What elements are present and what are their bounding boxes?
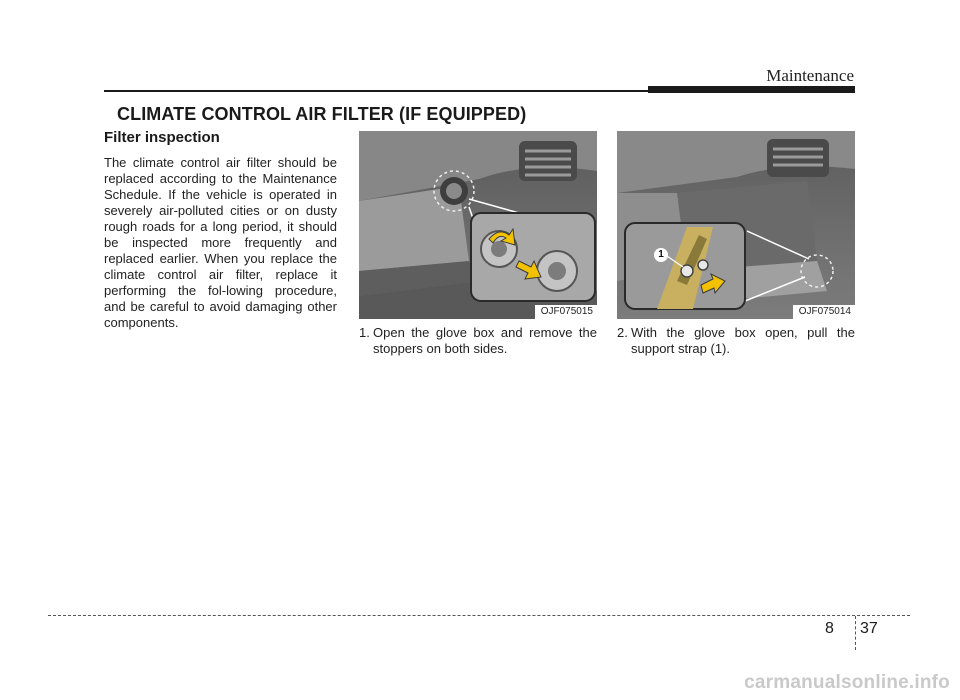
- page-number-divider: [855, 616, 856, 650]
- watermark: carmanualsonline.info: [744, 672, 950, 693]
- section-heading: CLIMATE CONTROL AIR FILTER (IF EQUIPPED): [117, 104, 527, 124]
- step-text: Open the glove box and remove the stoppers on both sides.: [373, 325, 597, 356]
- callout-marker: 1: [654, 248, 668, 262]
- figure-code: OJF075014: [793, 305, 855, 319]
- subheading: Filter inspection: [104, 129, 220, 146]
- support-strap-illustration: [617, 131, 855, 319]
- figure-caption: [617, 325, 855, 357]
- page-chapter-number: 8: [825, 620, 834, 637]
- body-paragraph: The climate control air filter should be replaced according to the Maintenance Schedule. If the vehicle is operated in severely air-polluted cities or on dusty rough roads for a long period, it should be inspected more frequently and replaced earlier. When you replace the climate control air filter, replace it performing the fol-lowing procedure, and be careful to avoid damaging other components.: [104, 155, 337, 330]
- figure-caption: [359, 325, 597, 357]
- step-number: 1.: [359, 325, 370, 340]
- figure-support-strap: [617, 131, 855, 319]
- glove-box-stoppers-illustration: [359, 131, 597, 319]
- step-text: With the glove box open, pull the support strap (1).: [631, 325, 855, 356]
- header-rule: [104, 90, 652, 92]
- page-number: 37: [860, 620, 878, 637]
- figure-code: OJF075015: [535, 305, 597, 319]
- header-rule-thick: [648, 86, 855, 93]
- step-number: 2.: [617, 325, 628, 340]
- chapter-title: Maintenance: [766, 66, 854, 85]
- figure-glove-box-stoppers: [359, 131, 597, 319]
- footer-rule: [48, 615, 910, 616]
